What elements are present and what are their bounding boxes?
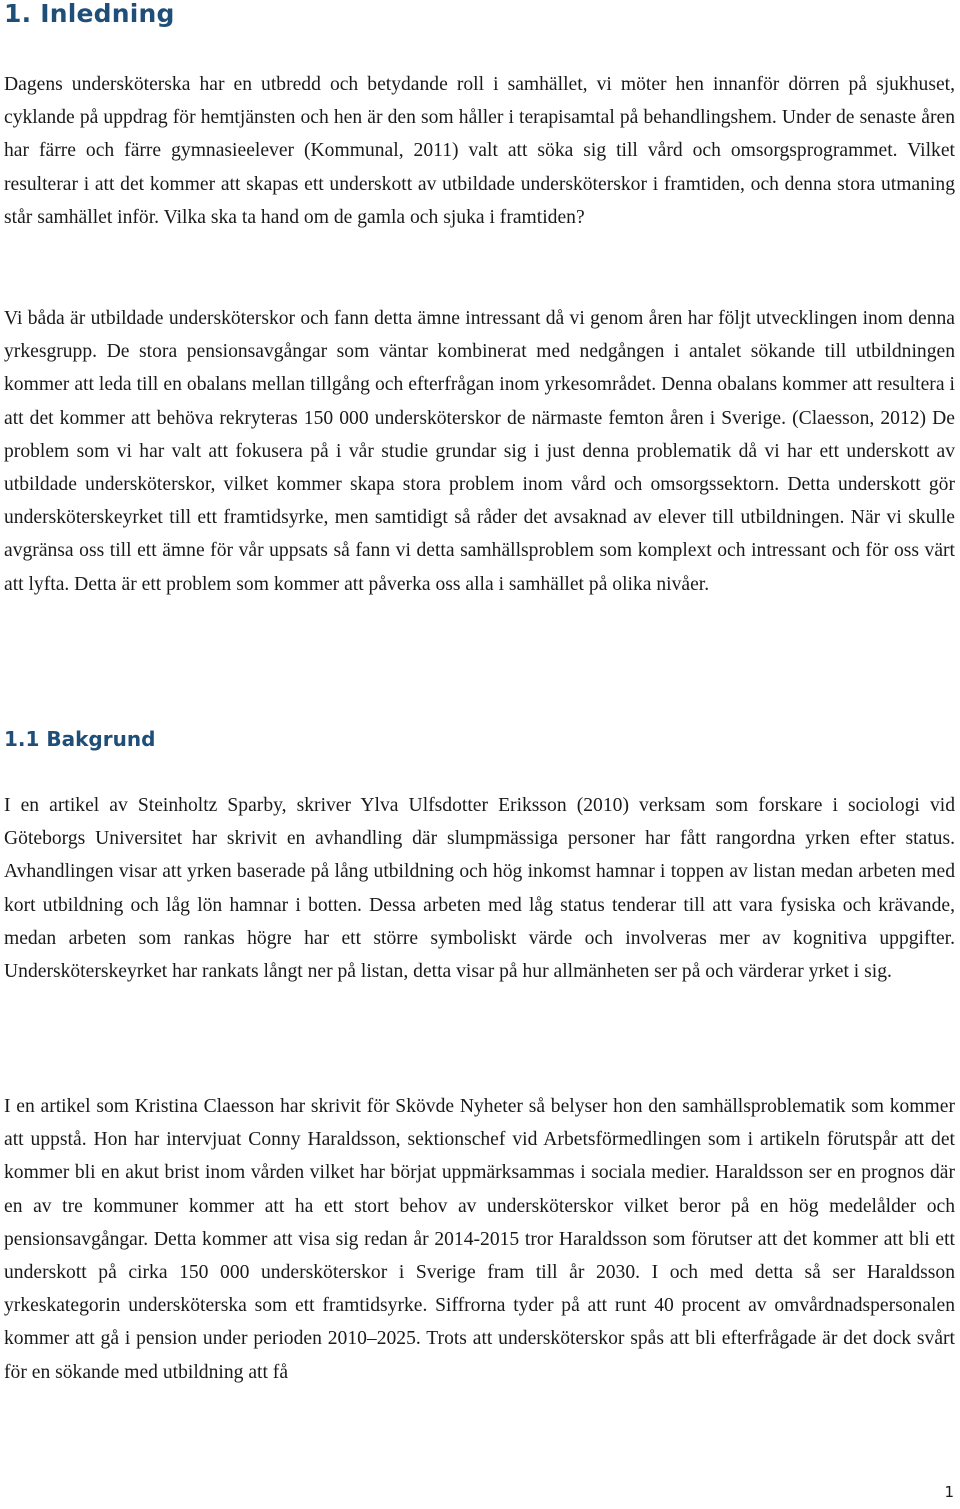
paragraph-motivation: Vi båda är utbildade undersköterskor och fann detta ämne intressant då vi genom åren har följt utvecklingen inom denna yrkesgrupp. De stora pensionsavgångar som väntar kombinerat med nedgången i antalet sökande till utbildningen kommer att leda till en obalans mellan tillgång och efterfrågan inom yrkesområdet. Denna obalans kommer att resultera i att det kommer att behöva rekryteras 150 000 undersköterskor de närmaste femton åren i Sverige. (Claesson, 2012) De problem som vi har valt att fokusera på i vår studie grundar sig i just denna problematik då vi har ett underskott av utbildade undersköterskor, vilket kommer skapa stora problem inom vård och omsorgssektorn. Detta underskott gör undersköterskeyrket till ett framtidsyrke, men samtidigt så råder det avsaknad av elever till utbildningen. När vi skulle avgränsa oss till ett ämne för vår uppsats så fann vi detta samhällsproblem som komplext och intressant och för oss värt att lyfta. Detta är ett problem som kommer att påverka oss alla i samhället på olika nivåer. bbox=[4, 308, 955, 595]
page-number: 1 bbox=[944, 1483, 954, 1501]
paragraph-background-forecast: I en artikel som Kristina Claesson har skrivit för Skövde Nyheter så belyser hon den samhällsproblematik som kommer att uppstå. Hon har intervjuat Conny Haraldsson, sektionschef vid Arbetsförmedlingen som i artikeln förutspår att det kommer bli en akut brist inom vården vilket har börjat uppmärksammas i sociala medier. Haraldsson ser en prognos där en av tre kommuner kommer att ha ett stort behov av undersköterskor vilket beror på en hög medelålder och pensionsavgångar. Detta kommer att visa sig redan år 2014-2015 tror Haraldsson som förutser att det kommer att bli ett underskott på cirka 150 000 undersköterskor i Sverige fram till år 2030. I och med detta så ser Haraldsson yrkeskategorin undersköterska som ett framtidsyrke. Siffrorna tyder på att runt 40 procent av omvårdnadspersonalen kommer att gå i pension under perioden 2010–2025. Trots att undersköterskor spås att bli efterfrågade är det dock svårt för en sökande med utbildning att få bbox=[4, 1096, 955, 1383]
paragraph-background-status: I en artikel av Steinholtz Sparby, skriver Ylva Ulfsdotter Eriksson (2010) verksam som forskare i sociologi vid Göteborgs Universitet har skrivit en avhandling där slumpmässiga personer har fått rangordna yrken efter status. Avhandlingen visar att yrken baserade på lång utbildning och hög inkomst hamnar i toppen av listan medan arbeten med kort utbildning och låg lön hamnar i botten. Dessa arbeten med låg status tenderar till att vara fysiska och krävande, medan arbeten som rankas högre har ett större symboliskt värde och involveras mer av kognitiva uppgifter. Undersköterskeyrket har rankats långt ner på listan, detta visar på hur allmänheten ser på och värderar yrket i sig. bbox=[4, 795, 955, 983]
heading-bakgrund: 1.1 Bakgrund bbox=[4, 727, 156, 751]
heading-inledning: 1. Inledning bbox=[4, 0, 175, 28]
paragraph-intro: Dagens undersköterska har en utbredd och betydande roll i samhället, vi möter hen innanför dörren på sjukhuset, cyklande på uppdrag för hemtjänsten och hen är den som håller i terapisamtal på behandlingshem. Under de senaste åren har färre och färre gymnasieelever (Kommunal, 2011) valt att söka sig till vård och omsorgsprogrammet. Vilket resulterar i att det kommer att skapas ett underskott av utbildade undersköterskor i framtiden, och denna stora utmaning står samhället inför. Vilka ska ta hand om de gamla och sjuka i framtiden? bbox=[4, 74, 955, 228]
